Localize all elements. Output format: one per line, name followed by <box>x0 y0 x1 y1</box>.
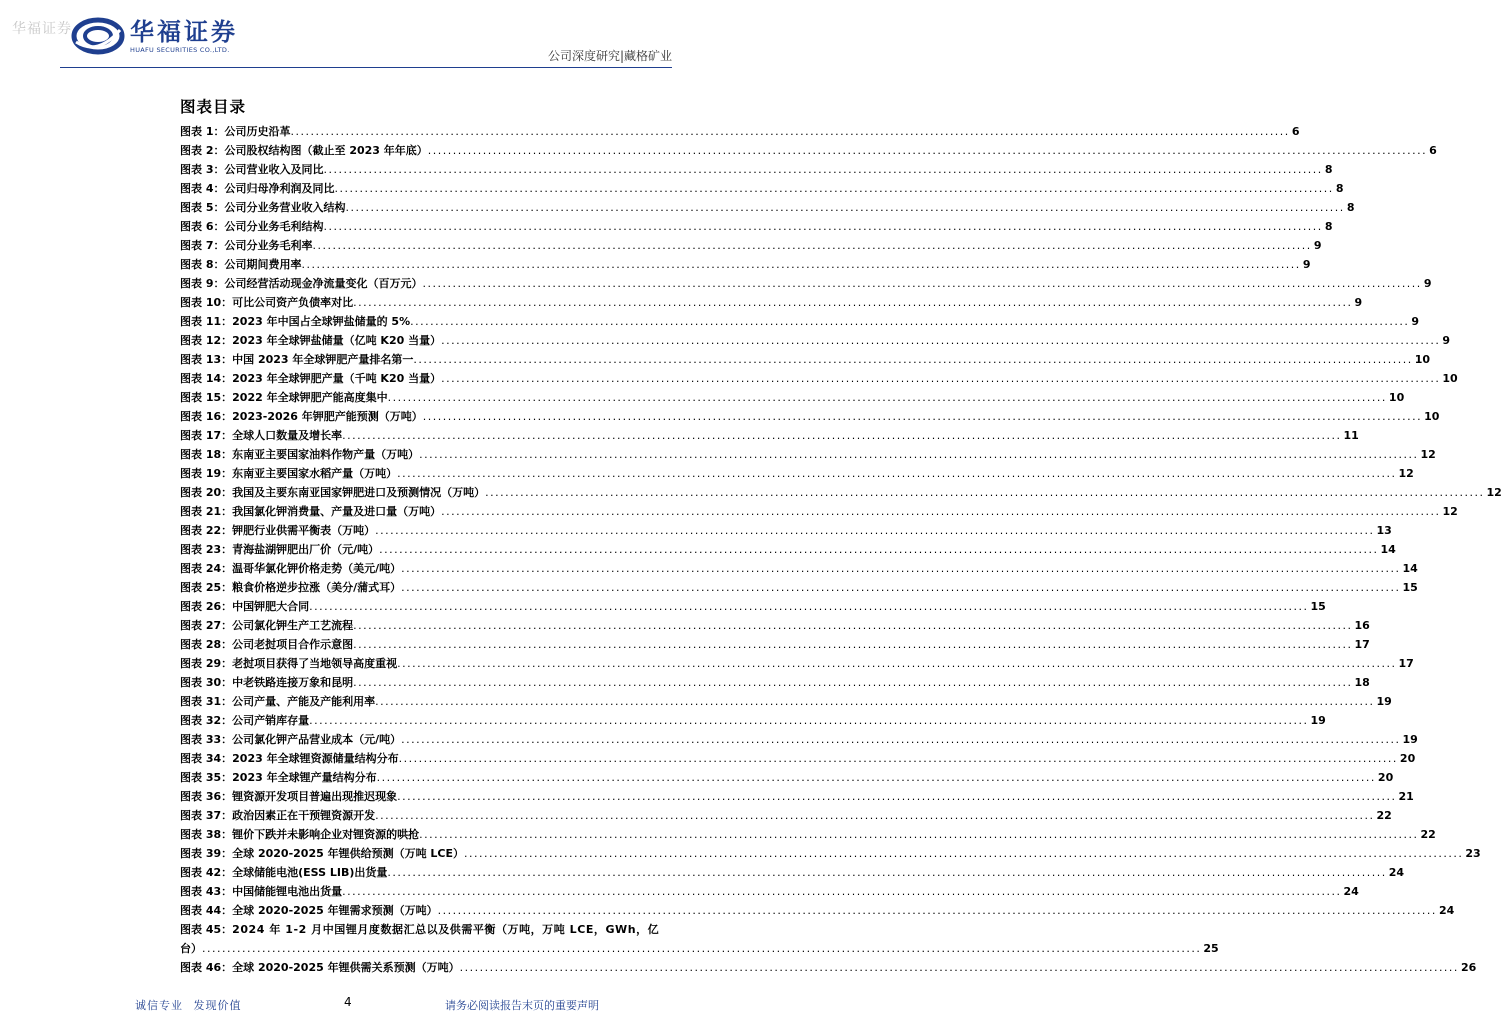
toc-leader-dots: ........................................................................................................................................................................................................ <box>353 638 1353 651</box>
logo-chinese-name: 华福证券 <box>130 16 238 46</box>
toc-entry-page: 9 <box>1313 239 1322 252</box>
toc-entry-title: 全球人口数量及增长率 <box>232 429 343 442</box>
toc-entry-title: 2023 年全球钾肥产量（千吨 K20 当量） <box>232 372 442 385</box>
toc-entry-page: 10 <box>1442 372 1458 385</box>
toc-entry[interactable] <box>180 920 1219 958</box>
toc-title: 图表目录 <box>180 98 247 116</box>
watermark: 华福证券 <box>12 21 72 37</box>
toc-entry-title: 中老铁路连接万象和昆明 <box>232 676 354 689</box>
toc-entry-page: 14 <box>1380 543 1396 556</box>
toc-leader-dots: ........................................................................................................................................................................................................ <box>464 847 1464 860</box>
toc-entry-label: 图表 32： <box>180 714 233 727</box>
toc-entry-label: 图表 21： <box>180 505 233 518</box>
toc-entry-title: 公司氯化钾生产工艺流程 <box>232 619 354 632</box>
toc-entry-page: 25 <box>1203 942 1219 955</box>
toc-entry-title: 锂资源开发项目普遍出现推迟现象 <box>232 790 398 803</box>
toc-entry[interactable] <box>180 730 1418 749</box>
toc-entry[interactable] <box>180 502 1458 521</box>
toc-entry-title: 全球 2020-2025 年锂供需关系预测（万吨） <box>232 961 460 974</box>
toc-leader-dots: ........................................................................................................................................................................................................ <box>342 885 1342 898</box>
toc-entry-label: 图表 17： <box>180 429 233 442</box>
toc-entry-label: 图表 6： <box>180 220 225 233</box>
toc-entry-label: 图表 18： <box>180 448 233 461</box>
toc-entry-title: 粮食价格逆步拉涨（美分/蒲式耳） <box>232 581 402 594</box>
toc-entry-label: 图表 27： <box>180 619 233 632</box>
toc-entry-page: 22 <box>1376 809 1392 822</box>
toc-entry-page: 9 <box>1442 334 1451 347</box>
report-type-header: 公司深度研究|藏格矿业 <box>547 49 672 63</box>
toc-entry[interactable] <box>180 407 1440 426</box>
toc-entry[interactable] <box>180 559 1418 578</box>
toc-leader-dots: ........................................................................................................................................................................................................ <box>419 828 1419 841</box>
toc-entry-title: 中国 2023 年全球钾肥产量排名第一 <box>232 353 414 366</box>
toc-entry-title: 可比公司资产负债率对比 <box>232 296 354 309</box>
toc-leader-dots: ........................................................................................................................................................................................................ <box>397 790 1397 803</box>
toc-entry-label: 图表 8： <box>180 258 225 271</box>
toc-entry-label: 图表 25： <box>180 581 233 594</box>
toc-entry-title: 全球储能电池(ESS LIB)出货量 <box>232 866 388 879</box>
toc-leader-dots: ........................................................................................................................................................................................................ <box>413 353 1413 366</box>
toc-entry-title: 我国氯化钾消费量、产量及进口量（万吨） <box>232 505 442 518</box>
toc-leader-dots: ........................................................................................................................................................................................................ <box>397 467 1397 480</box>
logo-english-name: HUAFU SECURITIES CO.,LTD. <box>130 45 230 54</box>
toc-entry[interactable] <box>180 673 1370 692</box>
toc-entry-title: 青海盐湖钾肥出厂价（元/吨） <box>232 543 380 556</box>
toc-entry[interactable] <box>180 350 1431 369</box>
toc-leader-dots: ........................................................................................................................................................................................................ <box>437 904 1437 917</box>
toc-leader-dots: ........................................................................................................................................................................................................ <box>387 391 1387 404</box>
toc-entry-page: 24 <box>1343 885 1359 898</box>
toc-entry-title-continued: 台） <box>180 942 202 955</box>
toc-entry-page: 6 <box>1429 144 1437 157</box>
toc-entry[interactable] <box>180 445 1436 464</box>
toc-leader-dots: ........................................................................................................................................................................................................ <box>401 733 1401 746</box>
toc-entry-label: 图表 28： <box>180 638 233 651</box>
toc-entry-title: 公司产量、产能及产能利用率 <box>232 695 376 708</box>
toc-entry[interactable] <box>180 616 1370 635</box>
toc-entry-page: 17 <box>1354 638 1370 651</box>
toc-entry-label: 图表 34： <box>180 752 233 765</box>
toc-entry-page: 23 <box>1465 847 1481 860</box>
toc-entry-page: 16 <box>1354 619 1370 632</box>
toc-leader-dots: ........................................................................................................................................................................................................ <box>202 942 1202 955</box>
toc-entry[interactable] <box>180 825 1436 844</box>
toc-entry-title: 老挝项目获得了当地领导高度重视 <box>232 657 398 670</box>
toc-leader-dots: ........................................................................................................................................................................................................ <box>419 448 1419 461</box>
toc-entry-title: 2022 年全球钾肥产能高度集中 <box>232 391 388 404</box>
toc-entry-label: 图表 9： <box>180 277 225 290</box>
toc-entry-label: 图表 39： <box>180 847 233 860</box>
toc-entry-page: 21 <box>1398 790 1414 803</box>
toc-entry-label: 图表 15： <box>180 391 233 404</box>
toc-entry[interactable] <box>180 635 1370 654</box>
toc-entry-title: 2023 年全球钾盐储量（亿吨 K20 当量） <box>232 334 442 347</box>
toc-entry-page: 19 <box>1376 695 1392 708</box>
toc-leader-dots: ........................................................................................................................................................................................................ <box>387 866 1387 879</box>
toc-entry-label: 图表 36： <box>180 790 233 803</box>
toc-entry-page: 22 <box>1420 828 1436 841</box>
toc-entry-label: 图表 46： <box>180 961 233 974</box>
toc-entry-title: 公司期间费用率 <box>224 258 302 271</box>
toc-entry-title: 我国及主要东南亚国家钾肥进口及预测情况（万吨） <box>232 486 486 499</box>
toc-entry-label: 图表 24： <box>180 562 233 575</box>
toc-entry[interactable] <box>180 464 1414 483</box>
toc-entry-page: 24 <box>1438 904 1455 917</box>
toc-entry-page: 19 <box>1310 714 1326 727</box>
toc-leader-dots: ........................................................................................................................................................................................................ <box>342 429 1342 442</box>
toc-entry-page: 13 <box>1376 524 1392 537</box>
toc-entry-title: 公司归母净利润及同比 <box>224 182 335 195</box>
toc-entry-label: 图表 37： <box>180 809 233 822</box>
toc-entry[interactable] <box>180 711 1326 730</box>
toc-entry[interactable] <box>180 863 1405 882</box>
toc-entry[interactable] <box>180 844 1481 863</box>
toc-leader-dots: ........................................................................................................................................................................................................ <box>323 220 1323 233</box>
toc-entry-label: 图表 10： <box>180 296 233 309</box>
toc-entry-title: 公司产销库存量 <box>232 714 310 727</box>
toc-entry-page: 9 <box>1302 258 1311 271</box>
toc-entry-page: 8 <box>1324 220 1333 233</box>
toc-entry-label: 图表 16： <box>180 410 233 423</box>
footer-disclaimer: 请务必阅读报告末页的重要声明 <box>445 999 599 1012</box>
toc-entry[interactable] <box>180 654 1414 673</box>
toc-entry-label: 图表 45： <box>180 923 233 936</box>
toc-entry-label: 图表 3： <box>180 163 225 176</box>
toc-entry[interactable] <box>180 958 1477 977</box>
toc-entry[interactable] <box>180 198 1355 217</box>
toc-leader-dots: ........................................................................................................................................................................................................ <box>401 581 1401 594</box>
toc-entry-label: 图表 43： <box>180 885 233 898</box>
toc-entry-page: 20 <box>1399 752 1416 765</box>
toc-entry-title: 2023 年中国占全球钾盐储量的 5% <box>232 315 411 328</box>
toc-entry[interactable] <box>180 787 1414 806</box>
toc-entry[interactable] <box>180 179 1344 198</box>
toc-leader-dots: ........................................................................................................................................................................................................ <box>376 771 1376 784</box>
toc-entry-label: 图表 1： <box>180 125 225 138</box>
header-divider <box>60 67 672 68</box>
toc-entry[interactable] <box>180 806 1392 825</box>
page-number: 4 <box>344 995 352 1009</box>
toc-entry-label: 图表 38： <box>180 828 233 841</box>
toc-entry-page: 12 <box>1420 448 1436 461</box>
huafu-logo-icon <box>72 16 124 56</box>
toc-entry[interactable] <box>180 597 1326 616</box>
toc-entry-page: 9 <box>1423 277 1432 290</box>
toc-entry[interactable] <box>180 749 1416 768</box>
toc-leader-dots: ........................................................................................................................................................................................................ <box>334 182 1334 195</box>
toc-entry-title: 2023 年全球锂产量结构分布 <box>232 771 377 784</box>
toc-entry[interactable] <box>180 692 1392 711</box>
toc-leader-dots: ........................................................................................................................................................................................................ <box>375 524 1375 537</box>
toc-entry-page: 18 <box>1354 676 1370 689</box>
toc-entry-page: 9 <box>1354 296 1363 309</box>
toc-entry-page: 10 <box>1414 353 1431 366</box>
toc-entry[interactable] <box>180 141 1437 160</box>
toc-leader-dots: ........................................................................................................................................................................................................ <box>441 505 1441 518</box>
toc-leader-dots: ........................................................................................................................................................................................................ <box>353 619 1353 632</box>
toc-entry[interactable] <box>180 882 1359 901</box>
toc-entry-title: 中国储能锂电池出货量 <box>232 885 343 898</box>
toc-entry-title: 公司分业务毛利结构 <box>224 220 324 233</box>
toc-entry-title: 公司老挝项目合作示意图 <box>232 638 354 651</box>
toc-leader-dots: ........................................................................................................................................................................................................ <box>345 201 1345 214</box>
toc-entry-label: 图表 19： <box>180 467 233 480</box>
toc-entry-title: 公司历史沿革 <box>224 125 291 138</box>
toc-entry-title: 2024 年 1-2 月中国锂月度数据汇总以及供需平衡（万吨，万吨 LCE，GWh，亿 <box>232 923 660 936</box>
toc-entry-label: 图表 14： <box>180 372 233 385</box>
toc-entry-label: 图表 20： <box>180 486 233 499</box>
toc-entry[interactable] <box>180 768 1394 787</box>
toc-entry-label: 图表 30： <box>180 676 233 689</box>
toc-entry-title: 公司经营活动现金净流量变化（百万元） <box>224 277 423 290</box>
toc-entry-title: 东南亚主要国家水稻产量（万吨） <box>232 467 398 480</box>
toc-leader-dots: ........................................................................................................................................................................................................ <box>353 296 1353 309</box>
toc-entry-page: 15 <box>1402 581 1418 594</box>
toc-entry-title: 全球 2020-2025 年锂供给预测（万吨 LCE） <box>232 847 465 860</box>
toc-entry-title: 政治因素正在干预锂资源开发 <box>232 809 376 822</box>
toc-entry[interactable] <box>180 255 1311 274</box>
toc-entry-page: 26 <box>1460 961 1477 974</box>
toc-entry[interactable] <box>180 293 1363 312</box>
toc-leader-dots: ........................................................................................................................................................................................................ <box>459 961 1459 974</box>
toc-entry-label: 图表 42： <box>180 866 233 879</box>
toc-entry-label: 图表 4： <box>180 182 225 195</box>
footer-slogan: 诚信专业 发现价值 <box>135 999 242 1012</box>
toc-leader-dots: ........................................................................................................................................................................................................ <box>401 562 1401 575</box>
toc-leader-dots: ........................................................................................................................................................................................................ <box>309 600 1309 613</box>
toc-entry-label: 图表 23： <box>180 543 233 556</box>
toc-leader-dots: ........................................................................................................................................................................................................ <box>422 410 1423 423</box>
toc-entry-label: 图表 26： <box>180 600 233 613</box>
toc-entry[interactable] <box>180 901 1455 920</box>
toc-leader-dots: ........................................................................................................................................................................................................ <box>375 695 1375 708</box>
toc-entry[interactable] <box>180 122 1300 141</box>
toc-entry-label: 图表 11： <box>180 315 233 328</box>
toc-entry[interactable] <box>180 426 1359 445</box>
toc-leader-dots: ........................................................................................................................................................................................................ <box>379 543 1379 556</box>
toc-entry-label: 图表 44： <box>180 904 233 917</box>
toc-entry-title: 全球 2020-2025 年锂需求预测（万吨） <box>232 904 438 917</box>
toc-entry-label: 图表 31： <box>180 695 233 708</box>
figure-table-of-contents <box>180 122 1502 977</box>
toc-leader-dots: ........................................................................................................................................................................................................ <box>422 277 1422 290</box>
toc-entry-page: 17 <box>1398 657 1414 670</box>
toc-entry-title: 2023-2026 年钾肥产能预测（万吨） <box>232 410 423 423</box>
toc-entry-page: 24 <box>1388 866 1405 879</box>
toc-leader-dots: ........................................................................................................................................................................................................ <box>427 144 1428 157</box>
toc-entry-label: 图表 5： <box>180 201 225 214</box>
toc-entry-title: 东南亚主要国家油料作物产量（万吨） <box>232 448 420 461</box>
toc-entry-page: 12 <box>1442 505 1458 518</box>
toc-entry[interactable] <box>180 540 1396 559</box>
toc-entry-label: 图表 12： <box>180 334 233 347</box>
toc-entry-page: 6 <box>1291 125 1300 138</box>
toc-entry-label: 图表 7： <box>180 239 225 252</box>
toc-entry-label: 图表 33： <box>180 733 233 746</box>
toc-entry-title: 公司氯化钾产品营业成本（元/吨） <box>232 733 402 746</box>
toc-leader-dots: ........................................................................................................................................................................................................ <box>290 125 1290 138</box>
company-logo <box>72 16 238 56</box>
toc-entry-page: 15 <box>1310 600 1326 613</box>
toc-leader-dots: ........................................................................................................................................................................................................ <box>312 239 1312 252</box>
toc-entry-label: 图表 2： <box>180 144 225 157</box>
toc-entry[interactable] <box>180 312 1420 331</box>
toc-entry-page: 12 <box>1486 486 1502 499</box>
toc-entry[interactable] <box>180 483 1502 502</box>
toc-entry[interactable] <box>180 236 1322 255</box>
toc-leader-dots: ........................................................................................................................................................................................................ <box>309 714 1309 727</box>
toc-entry-page: 8 <box>1346 201 1355 214</box>
toc-leader-dots: ........................................................................................................................................................................................................ <box>441 334 1441 347</box>
toc-leader-dots: ........................................................................................................................................................................................................ <box>323 163 1323 176</box>
toc-leader-dots: ........................................................................................................................................................................................................ <box>353 676 1353 689</box>
toc-entry[interactable] <box>180 578 1418 597</box>
toc-entry[interactable] <box>180 274 1432 293</box>
toc-entry-title: 温哥华氯化钾价格走势（美元/吨） <box>232 562 402 575</box>
toc-entry[interactable] <box>180 331 1451 350</box>
toc-leader-dots: ........................................................................................................................................................................................................ <box>397 657 1397 670</box>
toc-entry[interactable] <box>180 160 1333 179</box>
toc-entry-page: 14 <box>1402 562 1418 575</box>
toc-leader-dots: ........................................................................................................................................................................................................ <box>441 372 1441 385</box>
toc-leader-dots: ........................................................................................................................................................................................................ <box>301 258 1301 271</box>
toc-entry-label: 图表 35： <box>180 771 233 784</box>
toc-entry-label: 图表 13： <box>180 353 233 366</box>
toc-entry[interactable] <box>180 388 1405 407</box>
toc-entry[interactable] <box>180 217 1333 236</box>
toc-leader-dots: ........................................................................................................................................................................................................ <box>410 315 1410 328</box>
toc-entry-page: 19 <box>1402 733 1418 746</box>
toc-entry-page: 20 <box>1377 771 1394 784</box>
toc-entry-page: 9 <box>1411 315 1420 328</box>
toc-leader-dots: ........................................................................................................................................................................................................ <box>485 486 1485 499</box>
toc-entry-label: 图表 29： <box>180 657 233 670</box>
toc-entry-title: 公司股权结构图（截止至 2023 年年底） <box>224 144 428 157</box>
toc-entry-title: 钾肥行业供需平衡表（万吨） <box>232 524 376 537</box>
toc-entry-title: 中国钾肥大合同 <box>232 600 310 613</box>
toc-entry[interactable] <box>180 521 1392 540</box>
toc-entry-page: 10 <box>1388 391 1405 404</box>
toc-leader-dots: ........................................................................................................................................................................................................ <box>375 809 1375 822</box>
toc-entry-title: 公司分业务营业收入结构 <box>224 201 346 214</box>
toc-entry[interactable] <box>180 369 1458 388</box>
toc-entry-page: 11 <box>1343 429 1359 442</box>
toc-entry-page: 12 <box>1398 467 1414 480</box>
toc-entry-page: 8 <box>1324 163 1333 176</box>
toc-entry-title: 公司营业收入及同比 <box>224 163 324 176</box>
toc-entry-title: 公司分业务毛利率 <box>224 239 313 252</box>
toc-entry-title: 锂价下跌并未影响企业对锂资源的哄抢 <box>232 828 420 841</box>
toc-entry-label: 图表 22： <box>180 524 233 537</box>
toc-entry-title: 2023 年全球锂资源储量结构分布 <box>232 752 399 765</box>
toc-entry-page: 8 <box>1335 182 1344 195</box>
toc-leader-dots: ........................................................................................................................................................................................................ <box>398 752 1398 765</box>
toc-entry-page: 10 <box>1424 410 1440 423</box>
